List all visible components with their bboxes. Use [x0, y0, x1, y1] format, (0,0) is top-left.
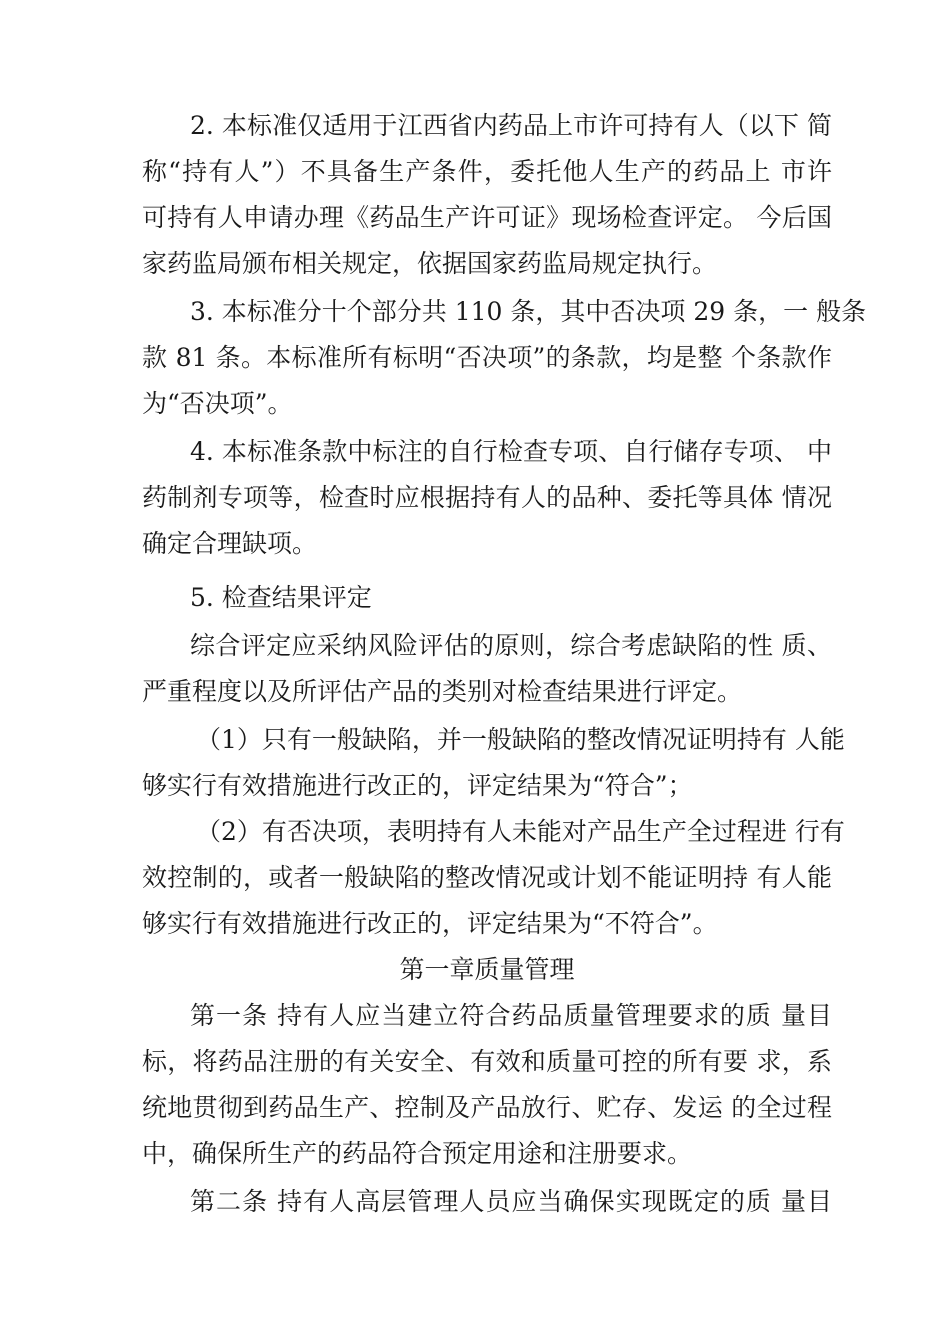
paragraph-line: 严重程度以及所评估产品的类别对检查结果进行评定。 [142, 677, 743, 706]
paragraph-line: 药制剂专项等，检查时应根据持有人的品种、委托等具体 情况 [142, 483, 832, 512]
paragraph-line: 够实行有效措施进行改正的，评定结果为“不符合”。 [142, 909, 718, 938]
article-line: 统地贯彻到药品生产、控制及产品放行、贮存、发运 的全过程 [142, 1093, 832, 1122]
paragraph-line: （1）只有一般缺陷，并一般缺陷的整改情况证明持有 人能 [196, 725, 845, 754]
paragraph-line: 2. 本标准仅适用于江西省内药品上市许可持有人（以下 简 [190, 111, 832, 140]
paragraph-line: 家药监局颁布相关规定，依据国家药监局规定执行。 [142, 249, 718, 278]
article-line: 标，将药品注册的有关安全、有效和质量可控的所有要 求，系 [142, 1047, 832, 1076]
paragraph-line: 确定合理缺项。 [142, 529, 318, 558]
article-line: 第二条 持有人高层管理人员应当确保实现既定的质 量目 [190, 1187, 832, 1216]
paragraph-line: 可持有人申请办理《药品生产许可证》现场检查评定。 今后国 [142, 203, 832, 232]
chapter-title: 第一章质量管理 [399, 955, 575, 984]
paragraph-line: （2）有否决项，表明持有人未能对产品生产全过程进 行有 [196, 817, 845, 846]
paragraph-line: 够实行有效措施进行改正的，评定结果为“符合”； [142, 771, 693, 800]
paragraph-line: 效控制的，或者一般缺陷的整改情况或计划不能证明持 有人能 [142, 863, 832, 892]
paragraph-line: 款 81 条。本标准所有标明“否决项”的条款，均是整 个条款作 [142, 343, 832, 372]
paragraph-line: 3. 本标准分十个部分共 110 条，其中否决项 29 条，一 般条 [190, 297, 867, 326]
section-heading: 5. 检查结果评定 [190, 583, 372, 612]
paragraph-line: 综合评定应采纳风险评估的原则，综合考虑缺陷的性 质、 [190, 631, 832, 660]
paragraph-line: 4. 本标准条款中标注的自行检查专项、自行储存专项、 中 [190, 437, 832, 466]
paragraph-line: 称“持有人”）不具备生产条件，委托他人生产的药品上 市许 [142, 157, 832, 186]
article-line: 中，确保所生产的药品符合预定用途和注册要求。 [142, 1139, 693, 1168]
paragraph-line: 为“否决项”。 [142, 389, 293, 418]
article-line: 第一条 持有人应当建立符合药品质量管理要求的质 量目 [190, 1001, 832, 1030]
